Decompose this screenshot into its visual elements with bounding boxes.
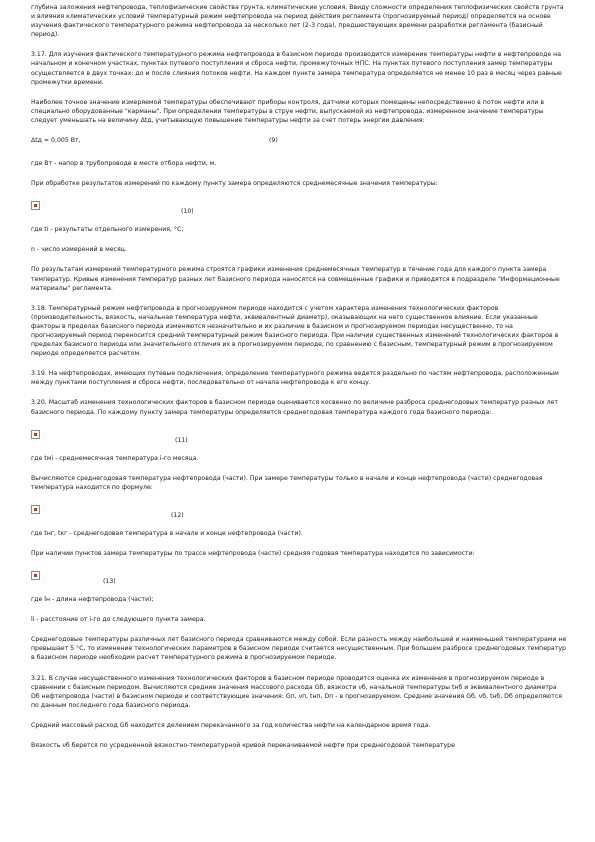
paragraph: Вязкость νб берется по усредненной вязкостно-температурной кривой перекачиваемой нефти при среднегодовой температуре bbox=[31, 742, 455, 750]
broken-image-icon bbox=[31, 201, 40, 210]
paragraph: Наиболее точное значение измеряемой температуры обеспечивают приборы контроля, датчики которых помещены непосредственно в поток нефти или в специально оборудованные "карманы". При определении температуры в струе нефти, выпускаемой из нефтепровода, измеренное значение температуры следует уменьшать на величину Δtд, учитывающую повышение температуры нефти за счет потерь энергии давления: bbox=[31, 98, 545, 124]
paragraph: Средний массовый расход Gб находится делением перекачанного за год количества нефти на календарное время года. bbox=[31, 721, 431, 729]
paragraph: При наличии пунктов замера температуры по трассе нефтепровода (части) средняя годовая температура находится по зависимости: bbox=[31, 550, 475, 557]
broken-image-icon bbox=[31, 571, 40, 580]
formula-9-number: (9) bbox=[269, 137, 278, 145]
formula-11-number: (11) bbox=[175, 436, 188, 444]
paragraph-3-20: 3.20. Масштаб изменения технологических факторов в базисном периоде оценивается косвенно по величине разброса среднегодовых температур разных лет базисного периода. По каждому пункту замера температуры определяется среднегодовая температура каждого года базисного периода: bbox=[31, 399, 558, 416]
paragraph-3-19: 3.19. На нефтепроводах, имеющих путевые подключения, определение температурного режима ведется раздельно по частям нефтепровода, расположенным между пунктами поступления и сброса нефти, последовательно от начала нефтепровода к его концу. bbox=[31, 370, 559, 387]
broken-image-icon bbox=[31, 430, 40, 439]
formula-13-number: (13) bbox=[103, 578, 116, 586]
paragraph: где tнг, tкг - среднегодовая температура в начале и конце нефтепровода (части). bbox=[31, 529, 303, 537]
paragraph: глубина заложения нефтепровода, теплофизические свойства грунта, климатические условия. Ввиду сложности определения теплофизических свойств грунта и влияния климатических условий температурный режим нефтепровода на период действия регламента (прогнозируемый период) определяется на основе изучения фактического температурного режима нефтепровода за несколько лет (2-3 года), предшествующих времени разработки регламента (базисный период). bbox=[31, 4, 564, 39]
formula-9-text: Δtд = 0,005 Вт, bbox=[31, 137, 81, 145]
paragraph: где tмi - среднемесячная температура i-го месяца. bbox=[31, 454, 199, 462]
formula-10-number: (10) bbox=[181, 208, 194, 216]
paragraph: где ti - результаты отдельного измерения, °С; bbox=[31, 226, 184, 234]
paragraph: Вычисляются среднегодовая температура нефтепровода (части). При замере температуры только в начале и конце нефтепровода (части) среднегодовая температура находится по формуле: bbox=[31, 474, 543, 491]
paragraph: где Вт - напор в трубопроводе в месте отбора нефти, м. bbox=[31, 160, 217, 168]
broken-image-icon bbox=[31, 505, 40, 514]
formula-9 bbox=[31, 136, 567, 148]
formula-13 bbox=[31, 569, 567, 587]
paragraph: При обработке результатов измерений по каждому пункту замера определяются среднемесячные значения температуры: bbox=[31, 180, 438, 188]
paragraph-3-17: 3.17. Для изучения фактического температурного режима нефтепровода в базисном периоде производится измерение температуры нефти в нефтепроводе на начальном и конечном участках, пунктах путевого поступления и сброса нефти, промежуточных НПС. На пунктах путевого поступления замер температуры осуществляется в двух точках: до и после слияния потоков нефти. На каждом пункте замера температура определяется не менее 10 раз в месяц через равные промежутки времени. bbox=[31, 51, 562, 86]
formula-11 bbox=[31, 428, 567, 446]
document-page bbox=[31, 3, 567, 761]
paragraph: где lн - длина нефтепровода (части); bbox=[31, 596, 154, 604]
formula-12 bbox=[31, 503, 567, 521]
formula-12-number: (12) bbox=[171, 511, 184, 519]
formula-10 bbox=[31, 199, 567, 217]
paragraph: n - число измерений в месяц. bbox=[31, 246, 127, 254]
paragraph-3-18: 3.18. Температурный режим нефтепровода в прогнозируемом периоде находится с учетом характера изменения технологических факторов (производительность, вязкость, начальная температура нефти, эквивалентный диаметр), оказывающих на него существенное влияние. Если указанные факторы в пределах базисного периода изменяются незначительно и их различие в базисном и прогнозируемом периодах несущественно, то на прогнозируемый период переносится средний температурный режим базисного периода. При наличии существенных изменений технологических факторов в пределах базисного периода или значительного отличия их в прогнозируемом периоде, по сравнению с базисным, температурный режим в прогнозируемом периоде определяется расчетом. bbox=[31, 304, 559, 358]
paragraph-3-21: 3.21. В случае несущественного изменения технологических факторов в базисном периоде проводится оценка их изменения в прогнозируемом периоде в сравнении с базисным периодом. Вычисляются средние значения массового расхода Gб, вязкости νб, начальной температуры tнб и эквивалентного диаметра Dб нефтепровода (части) в базисном периоде и соответствующие значения: Gп, νп, tнп, Dп - в прогнозируемом. Средние значения Gб, νб, tнб, Dб определяются по данным последнего года базисного периода. bbox=[31, 674, 562, 709]
paragraph: Среднегодовые температуры различных лет базисного периода сравниваются между собой. Если разность между наибольшей и наименьшей температурами не превышает 5 °С, то изменение технологических параметров в базисном периоде считается несущественным. При большем разбросе среднегодовых температур в базисном периоде необходим расчет температурного режима в прогнозируемом периоде. bbox=[31, 636, 567, 662]
paragraph: li - расстояние от i-го до следующего пункта замера. bbox=[31, 616, 206, 624]
paragraph: По результатам измерений температурного режима строятся графики изменения среднемесячных температур в течение года для каждого пункта замера температур. Кривые изменения температур разных лет базисного периода наносятся на совмещенные графики и приводятся в подразделе "Информационные материалы" регламента. bbox=[31, 266, 560, 292]
